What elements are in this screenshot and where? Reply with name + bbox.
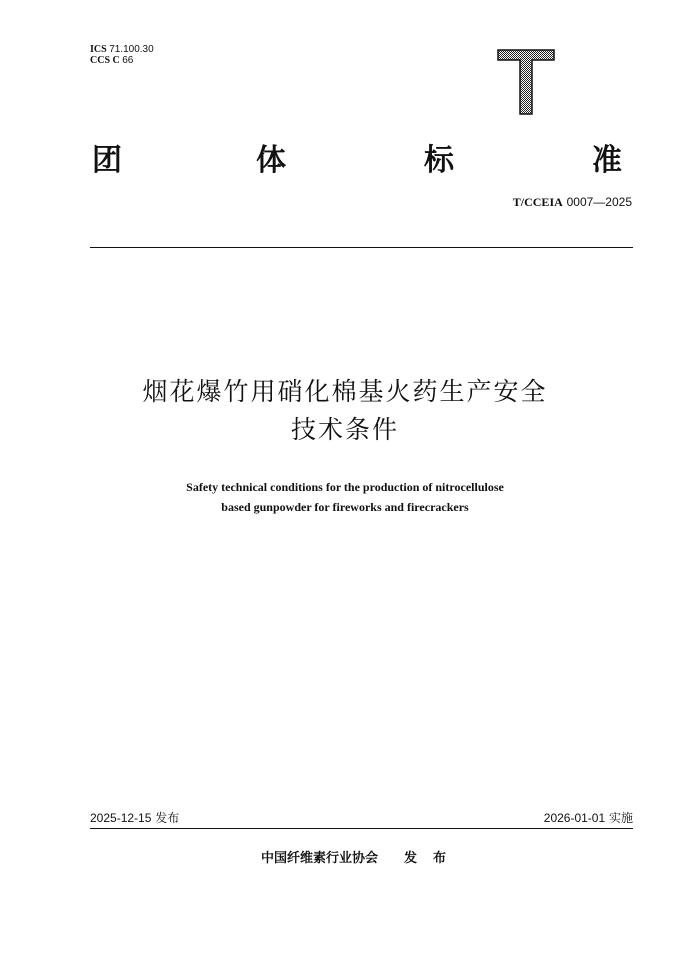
- standard-code-org: T/CCEIA: [512, 195, 563, 209]
- ccs-letter: C: [112, 55, 120, 66]
- standard-type-char: 体: [256, 143, 286, 178]
- standard-type-heading: [92, 138, 632, 184]
- ics-value: 71.100.30: [109, 44, 154, 55]
- implement-label: 实施: [608, 811, 633, 825]
- standard-type-char: 标: [424, 143, 454, 178]
- standard-code: [513, 195, 632, 210]
- chinese-title: [60, 373, 630, 449]
- ics-code: [90, 44, 154, 55]
- chinese-title-line-1: 烟花爆竹用硝化棉基火药生产安全: [142, 377, 548, 406]
- english-title: [60, 477, 630, 517]
- issuer-line: [90, 850, 633, 868]
- footer-divider: [90, 828, 633, 829]
- t-logo-graphic: [496, 48, 556, 116]
- ics-label: ICS: [90, 44, 107, 55]
- english-title-line-1: Safety technical conditions for the production of nitrocellulose: [186, 480, 504, 494]
- english-title-line-2: based gunpowder for fireworks and firecrackers: [221, 500, 469, 514]
- ccs-code: [90, 55, 154, 66]
- standard-code-number: 0007—2025: [566, 195, 632, 209]
- standard-type-char: 团: [92, 143, 122, 178]
- implement-date-value: 2026-01-01: [543, 811, 606, 825]
- ccs-label: CCS: [90, 55, 111, 66]
- standard-type-char: 准: [592, 143, 622, 178]
- chinese-title-line-2: 技术条件: [290, 415, 399, 444]
- publish-label: 发布: [155, 811, 180, 825]
- classification-codes: [90, 44, 154, 66]
- ccs-number: 66: [122, 55, 134, 66]
- publish-date-value: 2025-12-15: [90, 811, 152, 825]
- implement-date: [544, 810, 633, 826]
- date-row: [90, 810, 633, 828]
- publish-date: [90, 810, 179, 826]
- issued-label: 发布: [404, 851, 463, 866]
- issuer-name: 中国纤维素行业协会: [260, 851, 378, 866]
- t-standard-logo-icon: [496, 48, 556, 116]
- header-divider: [90, 247, 633, 248]
